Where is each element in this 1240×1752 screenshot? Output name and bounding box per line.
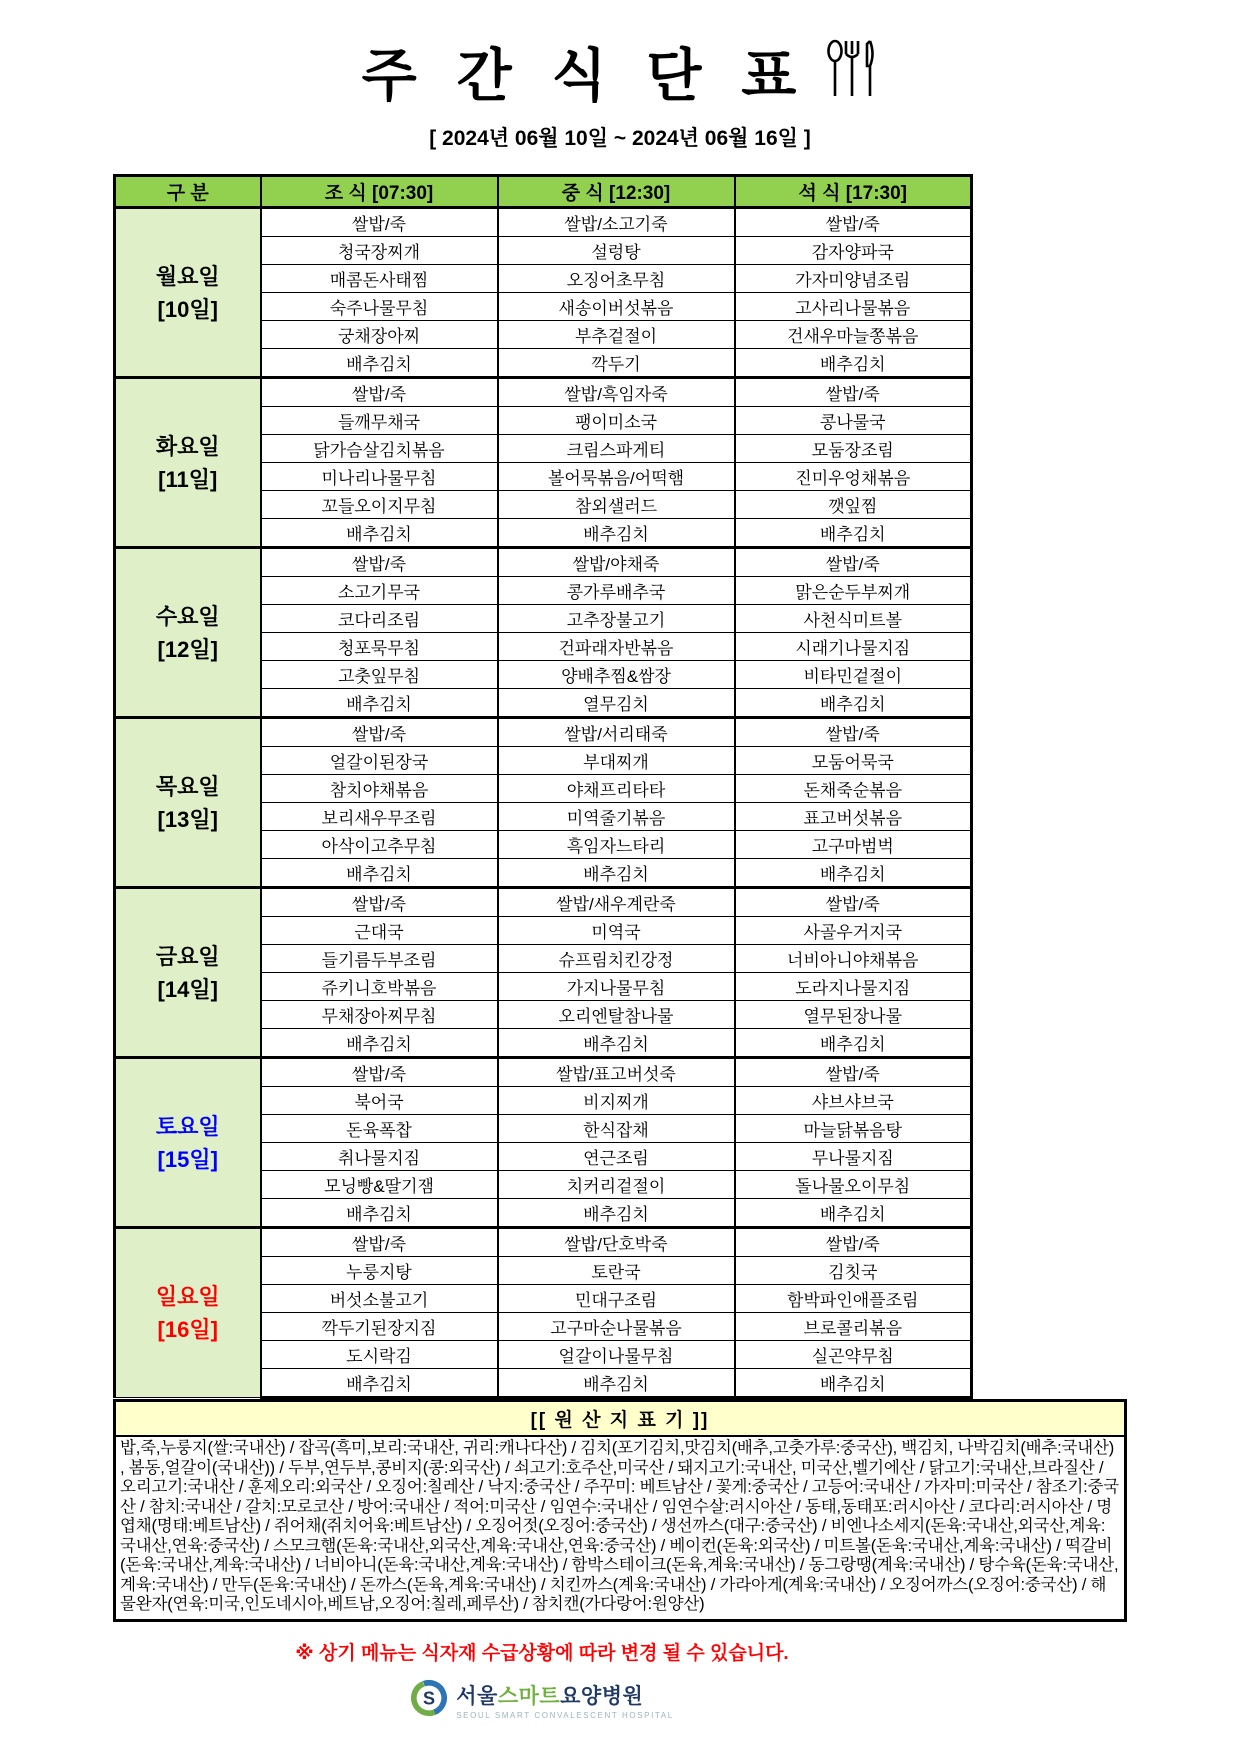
menu-item-cell: 흑임자느타리 <box>498 831 735 859</box>
menu-item-cell: 배추김치 <box>261 519 498 548</box>
menu-row <box>115 548 972 577</box>
title-row <box>0 30 1240 112</box>
menu-item-cell: 쌀밥/죽 <box>735 208 972 237</box>
menu-item-cell: 쌀밥/죽 <box>735 548 972 577</box>
page-title: 주 간 식 단 표 <box>361 44 809 108</box>
menu-item-cell: 너비아니야채볶음 <box>735 945 972 973</box>
menu-change-note: ※ 상기 메뉴는 식자재 수급상황에 따라 변경 될 수 있습니다. <box>295 1642 789 1664</box>
menu-item-cell: 쌀밥/죽 <box>261 1228 498 1257</box>
origin-section <box>113 1399 1127 1622</box>
menu-item-cell: 참외샐러드 <box>498 491 735 519</box>
menu-item-cell: 함박파인애플조림 <box>735 1285 972 1313</box>
menu-item-cell: 사골우거지국 <box>735 917 972 945</box>
col-header-breakfast: 조 식 [07:30] <box>261 176 498 208</box>
menu-sheet <box>113 174 1127 1722</box>
origin-section-text: 밥,죽,누룽지(쌀:국내산) / 잡곡(흑미,보리:국내산, 귀리:캐나다산) / 김치(포기김치,맛김치(배추,고춧가루:중국산), 백김치, 나박김치(배추:국내산) , 봄동,얼갈이(국내산)) / 두부,연두부,콩비지(콩:외국산) / 쇠고기:호주산,미국산 / 돼지고기:국내산, 미국산,벨기에산 / 닭고기:국내산,브라질산 / 오리고기:국내산 / 훈제오리:외국산 / 오징어:칠레산 / 낙지:중국산 / 주꾸미: 베트남산 / 꽃게:중국산 / 고등어:국내산 / 가자미:미국산 / 참조기:중국산 / 참치:국내산 / 갈치:모로코산 / 방어:국내산 / 적어:미국산 / 임연수:국내산 / 임연수살:러시아산 / 동태,동태포:러시아산 / 코다리:러시아산 / 명엽채(명태:베트남산) / 쥐어채(쥐치어육:베트남산) / 오징어젓(오징어:중국산) / 생선까스(대구:중국산) / 비엔나소세지(돈육:국내산,외국산,계육: 국내산,연육:중국산) / 스모크햄(돈육:국내산,외국산,계육:국내산,연육:중국산) / 베이컨(돈육:외국산) / 미트볼(돈육:국내산,계육:국내산) / 떡갈비(돈육:국내산,계육:국내산) / 너비아니(돈육:국내산,계육:국내산) / 함박스테이크(돈육,계육:국내산) / 동그랑땡(계육:국내산) / 탕수육(돈육:국내산,계육:국내산) / 만두(돈육:국내산) / 돈까스(돈육,계육:국내산) / 치킨까스(계육:국내산) / 가라아게(계육:국내산) / 오징어까스(오징어:중국산) / 해물완자(연육:미국,인도네시아,베트남,오징어:칠레,페루산) / 참치캔(가다랑어:원양산) <box>120 1439 1119 1613</box>
hospital-name-hospital: 요양병원 <box>560 1685 644 1708</box>
menu-item-cell: 배추김치 <box>261 1369 498 1398</box>
menu-item-cell: 모둠어묵국 <box>735 747 972 775</box>
menu-item-cell: 들깨무채국 <box>261 407 498 435</box>
menu-item-cell: 열무김치 <box>498 689 735 718</box>
menu-item-cell: 설렁탕 <box>498 237 735 265</box>
menu-item-cell: 고춧잎무침 <box>261 661 498 689</box>
menu-item-cell: 치커리겉절이 <box>498 1171 735 1199</box>
menu-item-cell: 크림스파게티 <box>498 435 735 463</box>
menu-item-cell: 배추김치 <box>735 1199 972 1228</box>
menu-item-cell: 쌀밥/죽 <box>735 1228 972 1257</box>
menu-item-cell: 누룽지탕 <box>261 1257 498 1285</box>
menu-item-cell: 배추김치 <box>261 859 498 888</box>
col-header-dinner: 석 식 [17:30] <box>735 176 972 208</box>
menu-item-cell: 깍두기 <box>498 349 735 378</box>
menu-item-cell: 고구마범벅 <box>735 831 972 859</box>
menu-item-cell: 쌀밥/죽 <box>261 548 498 577</box>
menu-item-cell: 고사리나물볶음 <box>735 293 972 321</box>
menu-item-cell: 오징어초무침 <box>498 265 735 293</box>
menu-item-cell: 아삭이고추무침 <box>261 831 498 859</box>
menu-item-cell: 쌀밥/죽 <box>735 888 972 917</box>
col-header-category: 구 분 <box>115 176 261 208</box>
menu-item-cell: 소고기무국 <box>261 577 498 605</box>
menu-item-cell: 미나리나물무침 <box>261 463 498 491</box>
hospital-logo-icon <box>410 1679 448 1722</box>
menu-item-cell: 토란국 <box>498 1257 735 1285</box>
menu-item-cell: 돈육폭찹 <box>261 1115 498 1143</box>
menu-item-cell: 도라지나물지짐 <box>735 973 972 1001</box>
day-date: [14일] <box>157 976 218 1002</box>
menu-item-cell: 미역국 <box>498 917 735 945</box>
menu-item-cell: 가자미양념조림 <box>735 265 972 293</box>
date-range: [ 2024년 06월 10일 ~ 2024년 06월 16일 ] <box>429 127 811 150</box>
menu-item-cell: 양배추찜&쌈장 <box>498 661 735 689</box>
day-date: [10일] <box>157 296 218 322</box>
menu-item-cell: 고구마순나물볶음 <box>498 1313 735 1341</box>
menu-item-cell: 꼬들오이지무침 <box>261 491 498 519</box>
menu-item-cell: 브로콜리볶음 <box>735 1313 972 1341</box>
origin-section-title: [[ 원 산 지 표 기 ]] <box>116 1399 1124 1437</box>
menu-item-cell: 돈채죽순볶음 <box>735 775 972 803</box>
menu-item-cell: 버섯소불고기 <box>261 1285 498 1313</box>
menu-item-cell: 건파래자반볶음 <box>498 633 735 661</box>
menu-item-cell: 쌀밥/죽 <box>261 888 498 917</box>
day-cell-4 <box>115 718 261 888</box>
menu-item-cell: 쌀밥/죽 <box>261 1058 498 1087</box>
menu-item-cell: 김칫국 <box>735 1257 972 1285</box>
day-name: 금요일 <box>155 943 220 969</box>
menu-item-cell: 숙주나물무침 <box>261 293 498 321</box>
menu-item-cell: 보리새우무조림 <box>261 803 498 831</box>
menu-row <box>115 1228 972 1257</box>
menu-item-cell: 배추김치 <box>261 689 498 718</box>
menu-item-cell: 배추김치 <box>498 1199 735 1228</box>
menu-item-cell: 쌀밥/죽 <box>735 718 972 747</box>
day-date: [13일] <box>157 806 218 832</box>
menu-item-cell: 얼갈이나물무침 <box>498 1341 735 1369</box>
menu-item-cell: 열무된장나물 <box>735 1001 972 1029</box>
menu-item-cell: 배추김치 <box>735 1369 972 1398</box>
menu-item-cell: 청국장찌개 <box>261 237 498 265</box>
day-name: 목요일 <box>155 773 220 799</box>
menu-item-cell: 쥬키니호박볶음 <box>261 973 498 1001</box>
hospital-logo <box>113 1679 971 1722</box>
hospital-name-seoul: 서울 <box>456 1685 498 1708</box>
meal-table <box>113 174 973 1399</box>
menu-item-cell: 배추김치 <box>735 859 972 888</box>
menu-item-cell: 모둠장조림 <box>735 435 972 463</box>
day-name: 토요일 <box>155 1113 220 1139</box>
menu-item-cell: 참치야채볶음 <box>261 775 498 803</box>
menu-item-cell: 배추김치 <box>735 689 972 718</box>
day-cell-2 <box>115 378 261 548</box>
day-date: [16일] <box>157 1317 218 1342</box>
menu-item-cell: 고추장불고기 <box>498 605 735 633</box>
menu-row <box>115 378 972 407</box>
hospital-name-smart: 스마트 <box>497 1685 561 1708</box>
menu-item-cell: 배추김치 <box>735 349 972 378</box>
menu-item-cell: 배추김치 <box>261 349 498 378</box>
menu-item-cell: 쌀밥/죽 <box>261 718 498 747</box>
menu-item-cell: 쌀밥/야채죽 <box>498 548 735 577</box>
menu-item-cell: 쌀밥/흑임자죽 <box>498 378 735 407</box>
menu-item-cell: 배추김치 <box>261 1029 498 1058</box>
menu-item-cell: 도시락김 <box>261 1341 498 1369</box>
menu-row <box>115 1058 972 1087</box>
menu-item-cell: 사천식미트볼 <box>735 605 972 633</box>
menu-item-cell: 표고버섯볶음 <box>735 803 972 831</box>
hospital-name <box>456 1680 674 1710</box>
menu-item-cell: 진미우엉채볶음 <box>735 463 972 491</box>
menu-item-cell: 한식잡채 <box>498 1115 735 1143</box>
menu-item-cell: 쌀밥/표고버섯죽 <box>498 1058 735 1087</box>
menu-item-cell: 가지나물무침 <box>498 973 735 1001</box>
menu-item-cell: 배추김치 <box>498 859 735 888</box>
menu-item-cell: 배추김치 <box>735 1029 972 1058</box>
menu-item-cell: 배추김치 <box>498 1029 735 1058</box>
menu-item-cell: 청포묵무침 <box>261 633 498 661</box>
day-date: [15일] <box>157 1146 218 1172</box>
menu-item-cell: 오리엔탈참나물 <box>498 1001 735 1029</box>
day-cell-7 <box>115 1228 261 1398</box>
day-name: 화요일 <box>155 433 220 459</box>
menu-item-cell: 쌀밥/서리태죽 <box>498 718 735 747</box>
menu-item-cell: 얼갈이된장국 <box>261 747 498 775</box>
menu-item-cell: 마늘닭볶음탕 <box>735 1115 972 1143</box>
col-header-lunch: 중 식 [12:30] <box>498 176 735 208</box>
menu-item-cell: 비지찌개 <box>498 1087 735 1115</box>
menu-item-cell: 시래기나물지짐 <box>735 633 972 661</box>
menu-item-cell: 건새우마늘쫑볶음 <box>735 321 972 349</box>
menu-item-cell: 야채프리타타 <box>498 775 735 803</box>
svg-text:S: S <box>423 1688 436 1709</box>
menu-item-cell: 코다리조림 <box>261 605 498 633</box>
menu-item-cell: 무채장아찌무침 <box>261 1001 498 1029</box>
menu-item-cell: 쌀밥/죽 <box>261 378 498 407</box>
menu-item-cell: 배추김치 <box>261 1199 498 1228</box>
menu-item-cell: 미역줄기볶음 <box>498 803 735 831</box>
menu-row <box>115 208 972 237</box>
utensils-icon <box>826 38 878 105</box>
hospital-logo-text <box>456 1680 674 1720</box>
menu-item-cell: 쌀밥/죽 <box>735 378 972 407</box>
menu-item-cell: 쌀밥/새우계란죽 <box>498 888 735 917</box>
menu-item-cell: 근대국 <box>261 917 498 945</box>
menu-item-cell: 새송이버섯볶음 <box>498 293 735 321</box>
menu-item-cell: 배추김치 <box>735 519 972 548</box>
menu-item-cell: 맑은순두부찌개 <box>735 577 972 605</box>
day-date: [12일] <box>157 636 218 662</box>
day-cell-3 <box>115 548 261 718</box>
day-cell-5 <box>115 888 261 1058</box>
day-cell-6 <box>115 1058 261 1228</box>
menu-item-cell: 쌀밥/단호박죽 <box>498 1228 735 1257</box>
day-name: 수요일 <box>155 603 220 629</box>
menu-item-cell: 매콤돈사태찜 <box>261 265 498 293</box>
menu-item-cell: 깍두기된장지짐 <box>261 1313 498 1341</box>
menu-item-cell: 샤브샤브국 <box>735 1087 972 1115</box>
day-name: 월요일 <box>155 263 220 289</box>
menu-row <box>115 888 972 917</box>
menu-item-cell: 쌀밥/소고기죽 <box>498 208 735 237</box>
menu-item-cell: 모닝빵&딸기잼 <box>261 1171 498 1199</box>
menu-item-cell: 닭가슴살김치볶음 <box>261 435 498 463</box>
menu-item-cell: 북어국 <box>261 1087 498 1115</box>
menu-item-cell: 깻잎찜 <box>735 491 972 519</box>
day-date: [11일] <box>158 466 218 492</box>
menu-item-cell: 들기름두부조림 <box>261 945 498 973</box>
menu-item-cell: 민대구조림 <box>498 1285 735 1313</box>
menu-item-cell: 감자양파국 <box>735 237 972 265</box>
menu-item-cell: 취나물지짐 <box>261 1143 498 1171</box>
menu-item-cell: 쌀밥/죽 <box>735 1058 972 1087</box>
header-row <box>115 176 972 208</box>
day-cell-1 <box>115 208 261 378</box>
menu-item-cell: 부대찌개 <box>498 747 735 775</box>
menu-item-cell: 콩가루배추국 <box>498 577 735 605</box>
menu-item-cell: 슈프림치킨강정 <box>498 945 735 973</box>
menu-item-cell: 실곤약무침 <box>735 1341 972 1369</box>
menu-item-cell: 팽이미소국 <box>498 407 735 435</box>
menu-item-cell: 연근조림 <box>498 1143 735 1171</box>
menu-item-cell: 배추김치 <box>498 519 735 548</box>
menu-item-cell: 볼어묵볶음/어떡햄 <box>498 463 735 491</box>
menu-item-cell: 쌀밥/죽 <box>261 208 498 237</box>
day-name: 일요일 <box>155 1284 220 1309</box>
menu-item-cell: 비타민겉절이 <box>735 661 972 689</box>
menu-item-cell: 부추겉절이 <box>498 321 735 349</box>
menu-row <box>115 718 972 747</box>
menu-item-cell: 궁채장아찌 <box>261 321 498 349</box>
menu-item-cell: 배추김치 <box>498 1369 735 1398</box>
menu-item-cell: 돌나물오이무침 <box>735 1171 972 1199</box>
hospital-tagline: SEOUL SMART CONVALESCENT HOSPITAL <box>456 1711 674 1720</box>
menu-item-cell: 무나물지짐 <box>735 1143 972 1171</box>
menu-item-cell: 콩나물국 <box>735 407 972 435</box>
